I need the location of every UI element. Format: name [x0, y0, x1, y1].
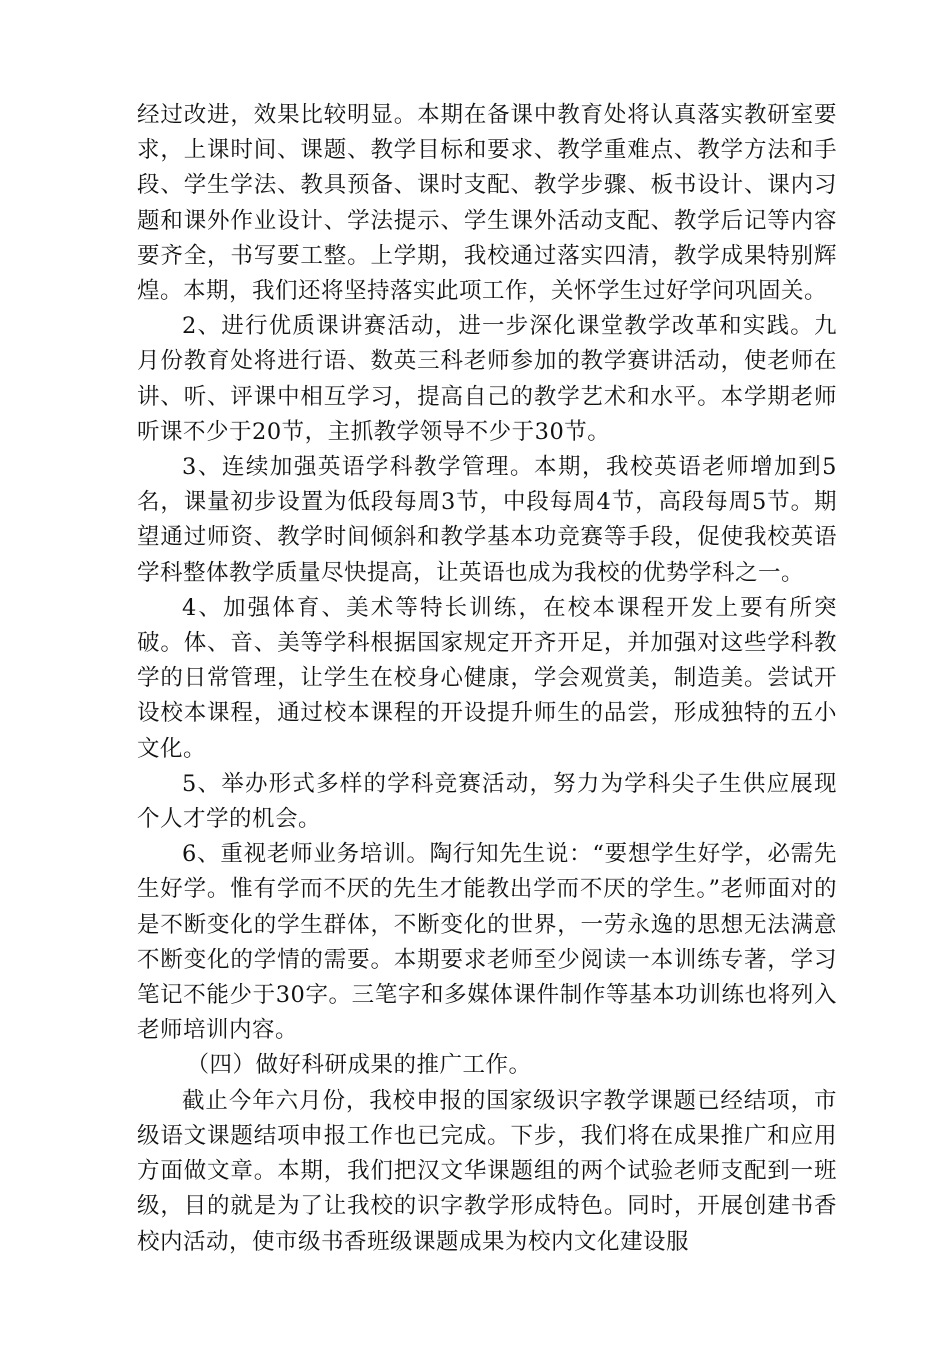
- paragraph-section-body: 截止今年六月份，我校申报的国家级识字教学课题已经结项，市级语文课题结项申报工作也已完成。下步，我们将在成果推广和应用方面做文章。本期，我们把汉文华课题组的两个试验老师支配到一班级，目的就是为了让我校的识字教学形成特色。同时，开展创建书香校内活动，使市级书香班级课题成果为校内文化建设服: [137, 1087, 837, 1255]
- section-heading: （四）做好科研成果的推广工作。: [186, 1052, 532, 1079]
- paragraph-continuation: 经过改进，效果比较明显。本期在备课中教育处将认真落实教研室要求，上课时间、课题、教学目标和要求、教学重难点、教学方法和手段、学生学法、教具预备、课时支配、教学步骤、板书设计、课内习题和课外作业设计、学法提示、学生课外活动支配、教学后记等内容要齐全，书写要工整。上学期，我校通过落实四清，教学成果特别辉煌。本期，我们还将坚持落实此项工作，关怀学生过好学问巩固关。: [137, 102, 837, 305]
- paragraph-item-4: 4、加强体育、美术等特长训练，在校本课程开发上要有所突破。体、音、美等学科根据国家规定开齐开足，并加强对这些学科教学的日常管理，让学生在校身心健康，学会观赏美，制造美。尝试开设校本课程，通过校本课程的开设提升师生的品尝，形成独特的五小文化。: [137, 594, 837, 762]
- document-body: [137, 98, 837, 1260]
- paragraph-item-2: 2、进行优质课讲赛活动，进一步深化课堂教学改革和实践。九月份教育处将进行语、数英三科老师参加的教学赛讲活动，使老师在讲、听、评课中相互学习，提高自己的教学艺术和水平。本学期老师听课不少于20节，主抓教学领导不少于30节。: [137, 313, 837, 445]
- paragraph-item-3: 3、连续加强英语学科教学管理。本期，我校英语老师增加到5名，课量初步设置为低段每周3节，中段每周4节，高段每周5节。期望通过师资、教学时间倾斜和教学基本功竞赛等手段，促使我校英语学科整体教学质量尽快提高，让英语也成为我校的优势学科之一。: [137, 454, 837, 586]
- paragraph-item-6: 6、重视老师业务培训。陶行知先生说：“要想学生好学，必需先生好学。惟有学而不厌的先生才能教出学而不厌的学生。”老师面对的是不断变化的学生群体，不断变化的世界，一劳永逸的思想无法满意不断变化的学情的需要。本期要求老师至少阅读一本训练专著，学习笔记不能少于30字。三笔字和多媒体课件制作等基本功训练也将列入老师培训内容。: [137, 841, 837, 1044]
- paragraph-item-5: 5、举办形式多样的学科竞赛活动，努力为学科尖子生供应展现个人才学的机会。: [137, 770, 837, 833]
